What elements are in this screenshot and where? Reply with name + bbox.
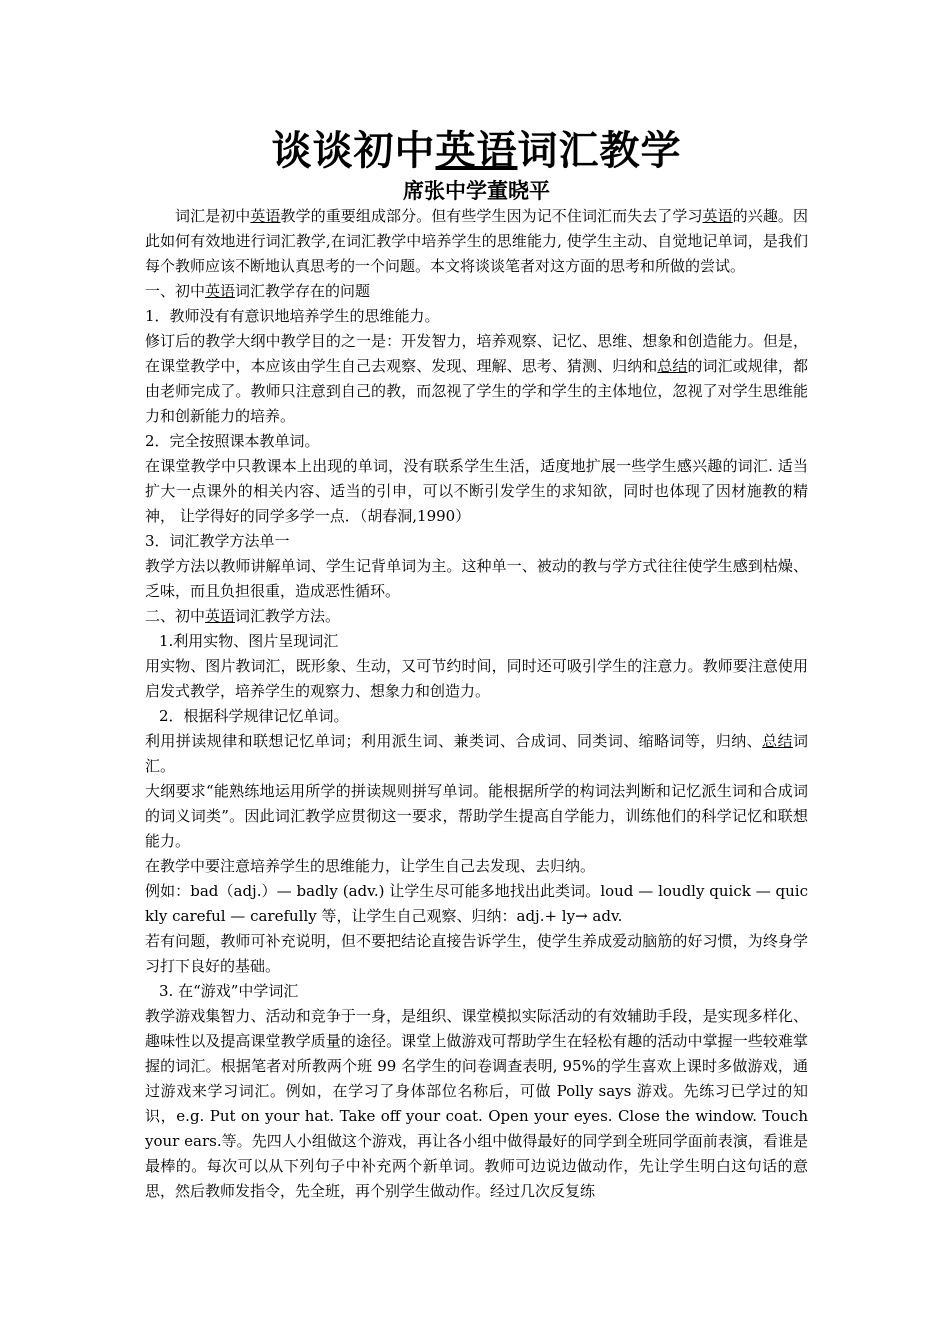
item-heading: 3．词汇教学方法单一 <box>145 532 290 550</box>
paragraph: 利用拼读规律和联想记忆单词；利用派生词、兼类词、合成词、同类词、缩略词等，归纳、总结词汇。 <box>145 732 808 775</box>
paragraph: 例如：bad（adj.）— badly (adv.) 让学生尽可能多地找出此类词。loud — loudly quick — quickly careful — carefully 等，让学生自己观察、归纳：adj.+ ly→ adv. <box>145 882 808 925</box>
link-english[interactable]: 英语 <box>205 282 236 300</box>
item-heading: 1.利用实物、图片呈现词汇 <box>159 632 339 650</box>
intro-paragraph: 词汇是初中英语教学的重要组成部分。但有些学生因为记不住词汇而失去了学习英语的兴趣。因此如何有效地进行词汇教学,在词汇教学中培养学生的思维能力, 使学生主动、自觉地记单词，是我们每个教师应该不断地认真思考的一个问题。本文将谈谈笔者对这方面的思考和所做的尝试。 <box>145 207 808 275</box>
author-line: 席张中学董晓平 <box>403 178 550 203</box>
item-heading: 3. 在“游戏”中学词汇 <box>159 982 299 1000</box>
paragraph: 修订后的教学大纲中教学目的之一是：开发智力，培养观察、记忆、思维、想象和创造能力。但是，在课堂教学中，本应该由学生自己去观察、发现、理解、思考、猜测、归纳和总结的词汇或规律，都由老师完成了。教师只注意到自己的教，而忽视了学生的学和学生的主体地位，忽视了对学生思维能力和创新能力的培养。 <box>145 332 808 425</box>
paragraph: 大纲要求“能熟练地运用所学的拼读规则拼写单词。能根据所学的构词法判断和记忆派生词和合成词的词义词类”。因此词汇教学应贯彻这一要求，帮助学生提高自学能力，训练他们的科学记忆和联想能力。 <box>145 782 808 850</box>
section-heading-1: 一、初中英语词汇教学存在的问题 <box>145 282 371 300</box>
document-page <box>145 124 808 1204</box>
document-body <box>145 204 808 1204</box>
link-english[interactable]: 英语 <box>250 207 281 225</box>
link-summary[interactable]: 总结 <box>762 732 793 750</box>
section-heading-2: 二、初中英语词汇教学方法。 <box>145 607 341 625</box>
paragraph: 在教学中要注意培养学生的思维能力，让学生自己去发现、去归纳。 <box>145 857 596 875</box>
link-summary[interactable]: 总结 <box>657 357 688 375</box>
paragraph: 用实物、图片教词汇，既形象、生动，又可节约时间，同时还可吸引学生的注意力。教师要注意使用启发式教学，培养学生的观察力、想象力和创造力。 <box>145 657 808 700</box>
link-english[interactable]: 英语 <box>702 207 733 225</box>
paragraph: 教学方法以教师讲解单词、学生记背单词为主。这种单一、被动的教与学方式往往使学生感到枯燥、乏味，而且负担很重，造成恶性循环。 <box>145 557 808 600</box>
paragraph: 若有问题，教师可补充说明，但不要把结论直接告诉学生，使学生养成爱动脑筋的好习惯，为终身学习打下良好的基础。 <box>145 932 808 975</box>
item-heading: 1．教师没有有意识地培养学生的思维能力。 <box>145 307 440 325</box>
link-english[interactable]: 英语 <box>205 607 236 625</box>
link-english[interactable]: 英语 <box>435 127 518 174</box>
paragraph: 在课堂教学中只教课本上出现的单词，没有联系学生生活，适度地扩展一些学生感兴趣的词汇. 适当扩大一点课外的相关内容、适当的引申，可以不断引发学生的求知欲，同时也体现了因材施教的精神， 让学得好的同学多学一点．（胡春洞,1990） <box>145 457 808 525</box>
document-title: 谈谈初中英语词汇教学 <box>271 127 682 174</box>
paragraph: 教学游戏集智力、活动和竞争于一身，是组织、课堂模拟实际活动的有效辅助手段，是实现多样化、趣味性以及提高课堂教学质量的途径。课堂上做游戏可帮助学生在轻松有趣的活动中掌握一些较难掌握的词汇。根据笔者对所教两个班 99 名学生的问卷调查表明, 95%的学生喜欢上课时多做游戏，通过游戏来学习词汇。例如，在学习了身体部位名称后，可做 Polly says 游戏。先练习已学过的知识，e.g. Put on your hat. Take off your coat. Open your eyes. Close the window. Touch your ears.等。先四人小组做这个游戏，再让各小组中做得最好的同学到全班同学面前表演，看谁是最棒的。每次可以从下列句子中补充两个新单词。教师可边说边做动作，先让学生明白这句话的意思，然后教师发指令，先全班，再个别学生做动作。经过几次反复练 <box>145 1007 808 1200</box>
item-heading: 2．完全按照课本教单词。 <box>145 432 320 450</box>
item-heading: 2．根据科学规律记忆单词。 <box>159 707 349 725</box>
